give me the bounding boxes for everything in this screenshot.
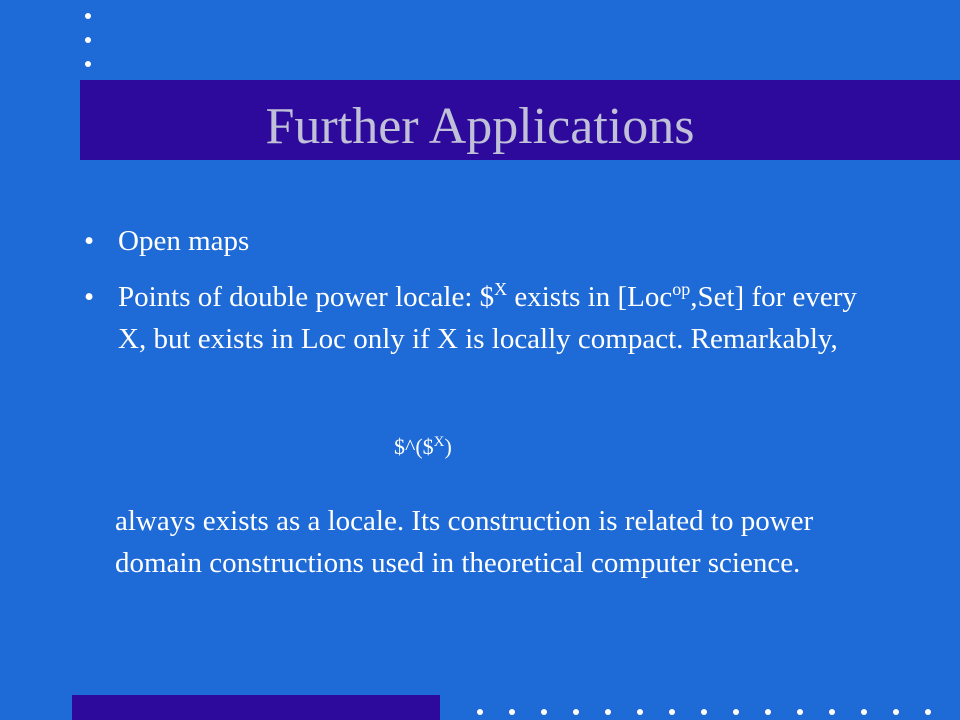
- bullet-text-part: ,Set] for every X, but exists in Loc only if X is locally compact. Remarkably,: [118, 281, 857, 355]
- bullet-item-open-maps: [84, 220, 884, 262]
- decor-dot: [893, 709, 899, 715]
- decor-dot: [541, 709, 547, 715]
- bullet-text-part: exists in [Loc: [507, 281, 673, 313]
- decor-dot: [85, 13, 91, 19]
- decor-dot: [573, 709, 579, 715]
- superscript: op: [672, 279, 691, 299]
- decor-dot: [85, 37, 91, 43]
- decor-dot: [733, 709, 739, 715]
- decor-dot: [765, 709, 771, 715]
- bullet-item-double-power-locale: [84, 276, 884, 360]
- decor-dot: [637, 709, 643, 715]
- bullet-glyph: •: [84, 281, 95, 313]
- decor-dot: [85, 61, 91, 67]
- slide-title: Further Applications: [265, 98, 695, 155]
- decor-dot: [797, 709, 803, 715]
- body-paragraph: always exists as a locale. Its construction is related to power domain constructions used in theoretical computer science.: [115, 505, 814, 579]
- decor-dot: [477, 709, 483, 715]
- decor-dot: [509, 709, 515, 715]
- bottom-band: [72, 695, 440, 720]
- decor-dot: [925, 709, 931, 715]
- bullet-list: [84, 220, 884, 374]
- decor-dot: [669, 709, 675, 715]
- superscript: X: [433, 434, 445, 450]
- formula: [394, 432, 452, 462]
- decor-dot: [605, 709, 611, 715]
- bullet-text: Open maps: [118, 225, 250, 257]
- decor-dot: [861, 709, 867, 715]
- decor-dot: [701, 709, 707, 715]
- superscript: X: [494, 279, 508, 299]
- formula-part: ): [444, 434, 452, 459]
- bullet-text-part: Points of double power locale: $: [118, 281, 495, 313]
- bullet-glyph: •: [84, 225, 95, 257]
- formula-part: $^($: [394, 434, 434, 459]
- decor-dot: [829, 709, 835, 715]
